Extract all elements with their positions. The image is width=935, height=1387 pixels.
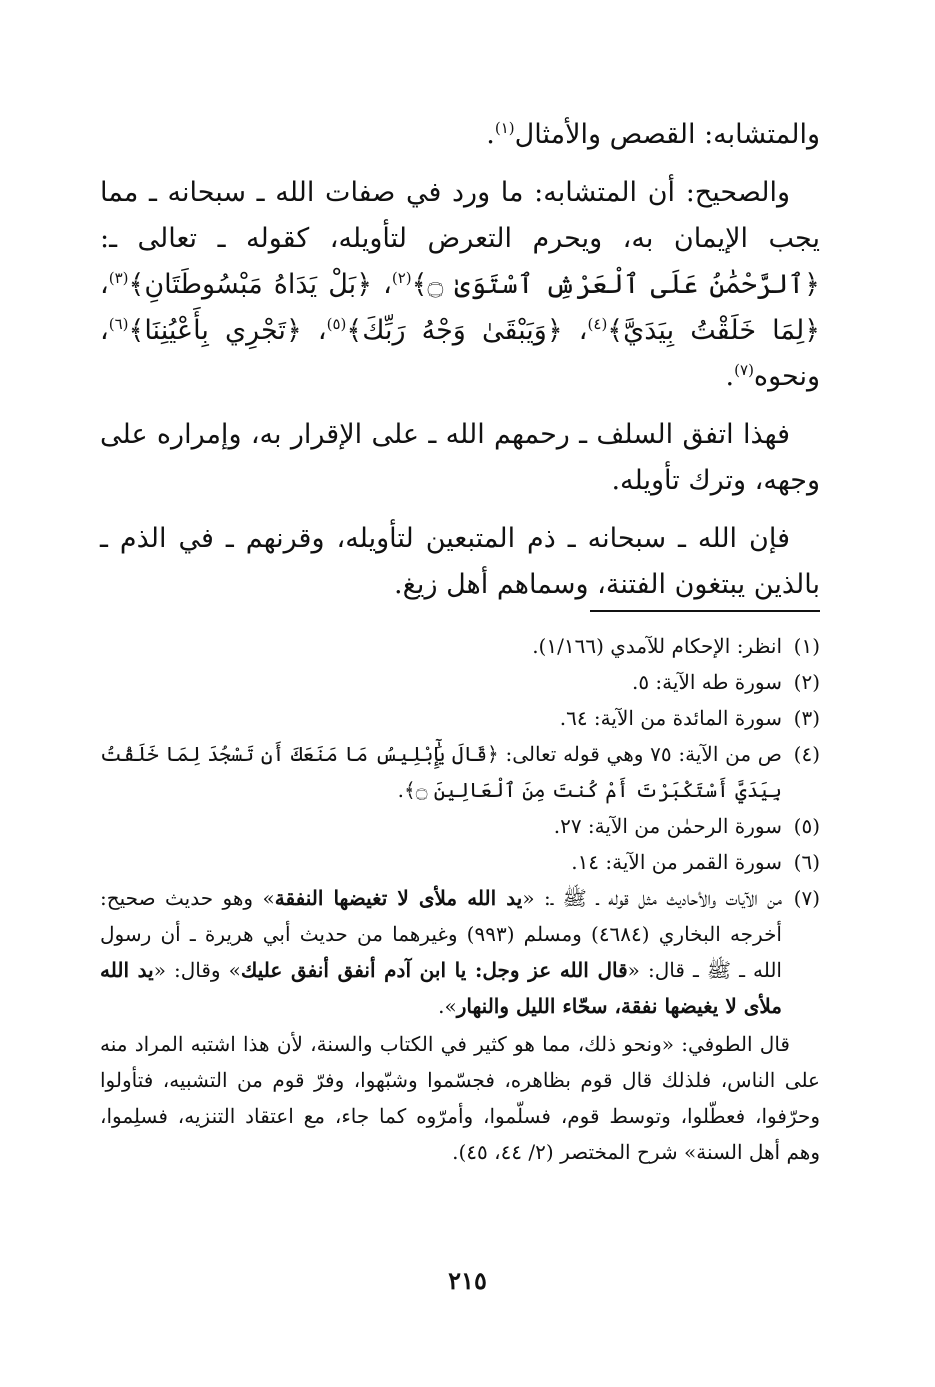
footnote-7-part-e: ». xyxy=(438,994,457,1018)
footnote-7-continuation: قال الطوفي: «ونحو ذلك، مما هو كثير في الكتاب والسنة، لأن هذا اشتبه المراد منه على الناس، فلذلك قال قوم بظاهره، فجسّموا وشبّهوا، وفرّ قوم من التشبيه، فتأولوا وحرّفوا، فعطّلوا، وتوسط قوم، فسلّموا، وأمرّوه كما جاء، مع اعتقاد التنزيه، فسلِموا، وهم أهل السنة» شرح المختصر (٢/ ٤٤، ٤٥). xyxy=(100,1032,820,1164)
quran-quote-5: ﴿تَجْرِي بِأَعْيُنِنَا﴾ xyxy=(128,315,302,346)
footnote-number: (٣) xyxy=(793,706,820,730)
footnote-divider xyxy=(590,610,820,612)
footnote-7-part-a: من الآيات والأحاديث مثل قوله ـ ﷺ ـ: « xyxy=(522,886,782,910)
footnote-text: سورة المائدة من الآية: ٦٤. xyxy=(559,706,782,730)
hadith-text-2: قال الله عز وجل: يا ابن آدم أنفق أنفق عليك xyxy=(240,958,628,982)
main-text xyxy=(100,112,820,620)
footnote-ref-1: (١) xyxy=(494,119,515,137)
quran-quote-footnote: ﴿قَالَ يَٰٓإِبْلِيسُ مَا مَنَعَكَ أَن تَسْجُدَ لِمَا خَلَقْتُ بِيَدَيَّ أَسْتَكْبَرْتَ أَمْ كُنتَ مِنَ ٱلْعَالِينَ ۝﴾ xyxy=(100,742,782,802)
quran-quote-2: ﴿بَلْ يَدَاهُ مَبْسُوطَتَانِ﴾ xyxy=(128,269,373,300)
footnote-number: (٧) xyxy=(793,886,820,910)
page-number: ٢١٥ xyxy=(448,1266,487,1295)
footnote-ref-7: (٧) xyxy=(734,361,754,379)
paragraph-1 xyxy=(100,112,820,158)
p2-tail: ، ونحوه xyxy=(100,315,820,392)
p2-end: . xyxy=(725,361,735,392)
footnote-4-end: . xyxy=(397,778,404,802)
footnote-text: سورة طه الآية: ٥. xyxy=(631,670,782,694)
footnote-7-part-c: » وهو حديث صحيح: أخرجه البخاري (٤٦٨٤) ومسلم (٩٩٣) وغيرهما من حديث أبي هريرة ـ أن رسول الله ـ ﷺ ـ قال: « xyxy=(100,886,782,982)
p1-end: . xyxy=(486,119,495,150)
footnote-4 xyxy=(100,736,820,808)
footnote-number: (٥) xyxy=(793,814,820,838)
footnote-text xyxy=(100,880,782,1024)
paragraph-2: والصحيح: أن المتشابه: ما ورد في صفات الله ـ سبحانه ـ مما يجب الإيمان به، ويحرم التعرض لتأويله، كقوله ـ تعالى ـ: ﴿ٱلرَّحْمَٰنُ عَلَى ٱلْعَرْشِ ٱسْتَوَىٰ ۝﴾$^{(٢)}$، ﴿بَلْ يَدَاهُ مَبْسُوطَتَانِ﴾$^{(٣)}$، ﴿لِمَا خَلَقْتُ بِيَدَيَّ﴾$^{(٤)}$، ﴿وَيَبْقَىٰ وَجْهُ رَبِّكَ﴾$^{(٥)}$، ﴿تَجْرِي بِأَعْيُنِنَا﴾$^{(٦)}$، ونحوه$^{(٧)}$. xyxy=(100,177,821,392)
hadith-text-3: يد الله ملأى لا يغيضها نفقة، سحّاء الليل والنهار xyxy=(100,958,782,1018)
footnote-4-text: ص من الآية: ٧٥ وهي قوله تعالى: xyxy=(498,742,782,766)
footnote-text: سورة القمر من الآية: ١٤. xyxy=(571,850,782,874)
footnote-7 xyxy=(100,880,820,1024)
footnote-1 xyxy=(100,628,820,664)
footnote-ref-6: (٦) xyxy=(108,315,129,333)
footnote-5 xyxy=(100,808,820,844)
paragraph-3: فهذا اتفق السلف ـ رحمهم الله ـ على الإقرار به، وإمراره على وجهه، وترك تأويله. xyxy=(100,419,820,496)
footnote-ref-3: (٣) xyxy=(108,269,129,287)
hadith-text-1: يد الله ملأى لا تغيضها النفقة xyxy=(274,886,523,910)
footnote-ref-4: (٤) xyxy=(587,315,608,333)
footnote-number: (٤) xyxy=(793,742,820,766)
footnote-text: سورة الرحمٰن من الآية: ٢٧. xyxy=(553,814,782,838)
p1-text: والمتشابه: القصص والأمثال xyxy=(514,119,820,150)
footnote-text: انظر: الإحكام للآمدي (١/١٦٦). xyxy=(532,634,782,658)
footnote-text xyxy=(100,736,782,808)
footnotes xyxy=(100,628,820,1170)
paragraph-4: فإن الله ـ سبحانه ـ ذم المتبعين لتأويله، وقرنهم ـ في الذم ـ بالذين يبتغون الفتنة، وسماهم أهل زيغ. xyxy=(100,523,820,600)
footnote-number: (١) xyxy=(793,634,820,658)
footnote-number: (٦) xyxy=(793,850,820,874)
footnote-6 xyxy=(100,844,820,880)
quran-quote-4: ﴿وَيَبْقَىٰ وَجْهُ رَبِّكَ﴾ xyxy=(346,315,563,346)
footnote-number: (٢) xyxy=(793,670,820,694)
footnote-ref-5: (٥) xyxy=(326,315,347,333)
footnote-3 xyxy=(100,700,820,736)
quran-quote-3: ﴿لِمَا خَلَقْتُ بِيَدَيَّ﴾ xyxy=(607,315,821,346)
footnote-7-part-d: » وقال: « xyxy=(153,958,241,982)
p2-text: والصحيح: أن المتشابه: ما ورد في صفات الله ـ سبحانه ـ مما يجب الإيمان به، ويحرم التعرض لتأويله، كقوله ـ تعالى ـ: xyxy=(100,177,820,254)
footnote-ref-2: (٢) xyxy=(391,269,412,287)
quran-quote-1: ﴿ٱلرَّحْمَٰنُ عَلَى ٱلْعَرْشِ ٱسْتَوَىٰ ۝﴾ xyxy=(411,269,820,300)
footnote-2 xyxy=(100,664,820,700)
